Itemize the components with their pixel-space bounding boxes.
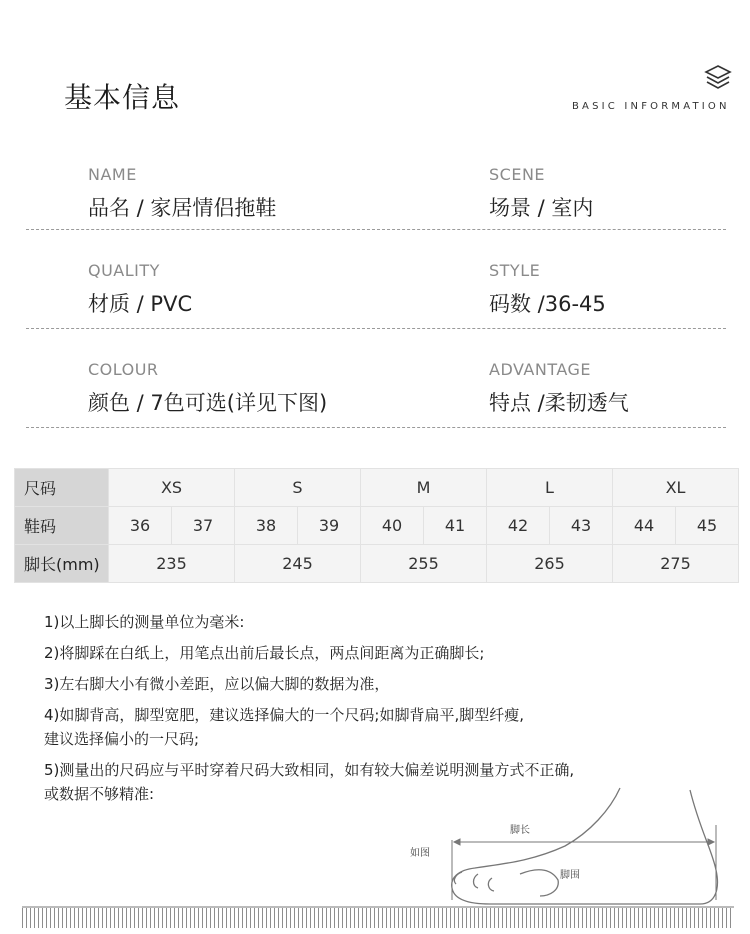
shoe-size-cell: 37 — [172, 507, 235, 545]
shoe-size-cell: 42 — [487, 507, 550, 545]
field-scene — [489, 165, 593, 222]
size-table — [14, 468, 739, 583]
field-value: 码数 /36-45 — [489, 292, 606, 316]
note-line: 3)左右脚大小有微小差距，应以偏大脚的数据为准， — [44, 675, 390, 693]
field-label: QUALITY — [88, 261, 160, 280]
field-advantage — [489, 360, 629, 417]
field-label: COLOUR — [88, 360, 159, 379]
shoe-size-cell: 44 — [613, 507, 676, 545]
field-style — [489, 261, 606, 318]
field-name — [88, 165, 276, 222]
field-colour — [88, 360, 327, 417]
row-label: 尺码 — [15, 469, 109, 507]
note-line: 4)如脚背高，脚型宽肥，建议选择偏大的一个尺码;如脚背扁平,脚型纤瘦, — [44, 706, 524, 724]
field-value: 品名 / 家居情侣拖鞋 — [88, 196, 277, 220]
foot-length-cell: 235 — [109, 545, 235, 583]
field-label: NAME — [88, 165, 137, 184]
field-label: ADVANTAGE — [489, 360, 592, 379]
size-cell: XS — [109, 469, 235, 507]
foot-length-cell: 255 — [361, 545, 487, 583]
field-value: 材质 / PVC — [88, 292, 193, 316]
divider — [26, 328, 726, 329]
table-row — [15, 545, 739, 583]
note-line: 2)将脚踩在白纸上，用笔点出前后最长点，两点间距离为正确脚长; — [44, 644, 485, 662]
field-label: STYLE — [489, 261, 541, 280]
size-cell: M — [361, 469, 487, 507]
shoe-size-cell: 40 — [361, 507, 424, 545]
diagram-label-ruyu: 如图 — [410, 848, 430, 859]
layers-icon — [704, 64, 732, 90]
note-line: 1)以上脚长的测量单位为毫米: — [44, 613, 245, 631]
table-row — [15, 469, 739, 507]
divider — [26, 229, 726, 230]
size-cell: XL — [613, 469, 739, 507]
note-line: 5)测量出的尺码应与平时穿着尺码大致相同，如有较大偏差说明测量方式不正确, — [44, 761, 575, 779]
size-cell: S — [235, 469, 361, 507]
note-line: 或数据不够精准: — [44, 785, 155, 803]
field-quality — [88, 261, 192, 318]
foot-length-cell: 275 — [613, 545, 739, 583]
size-cell: L — [487, 469, 613, 507]
shoe-size-cell: 39 — [298, 507, 361, 545]
foot-outline — [452, 788, 718, 904]
shoe-size-cell: 43 — [550, 507, 613, 545]
diagram-label-foot: 脚围 — [560, 870, 580, 881]
row-label: 脚长(mm) — [15, 545, 109, 583]
foot-length-cell: 265 — [487, 545, 613, 583]
note-line: 建议选择偏小的一尺码; — [44, 730, 200, 748]
table-row — [15, 507, 739, 545]
diagram-label-length: 脚长 — [510, 825, 530, 836]
foot-length-cell: 245 — [235, 545, 361, 583]
divider — [26, 427, 726, 428]
shoe-size-cell: 45 — [676, 507, 739, 545]
page-subtitle: BASIC INFORMATION — [572, 101, 730, 112]
ruler-decoration — [22, 906, 734, 928]
shoe-size-cell: 36 — [109, 507, 172, 545]
foot-measurement-diagram — [400, 770, 750, 920]
field-label: SCENE — [489, 165, 546, 184]
field-value: 场景 / 室内 — [489, 196, 594, 220]
length-arrow — [452, 825, 716, 900]
shoe-size-cell: 41 — [424, 507, 487, 545]
shoe-size-cell: 38 — [235, 507, 298, 545]
page-title: 基本信息 — [64, 81, 181, 114]
row-label: 鞋码 — [15, 507, 109, 545]
field-value: 颜色 / 7色可选(详见下图) — [88, 391, 328, 415]
field-value: 特点 /柔韧透气 — [489, 391, 629, 415]
